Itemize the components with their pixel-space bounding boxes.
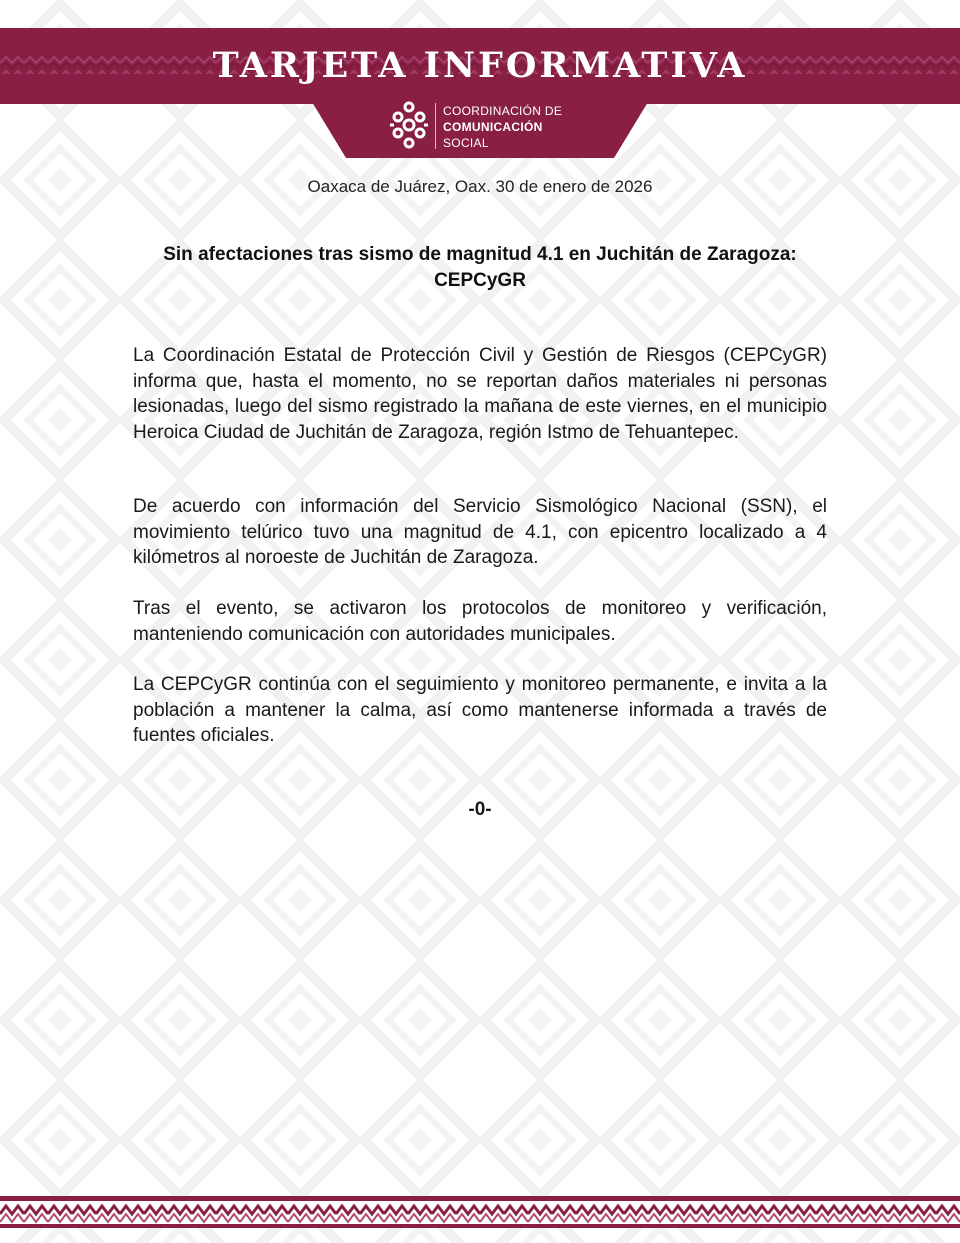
logo-line-1: COORDINACIÓN DE: [443, 104, 563, 118]
logo-line-3: SOCIAL: [443, 136, 489, 150]
logo-emblem-icon: [388, 97, 430, 153]
paragraph: De acuerdo con información del Servicio Sismológico Nacional (SSN), el movimiento telúrico tuvo una magnitud de 4.1, con epicentro localizado a 4 kilómetros al noroeste de Juchitán de Zaragoza.: [133, 496, 827, 568]
header-banner: [0, 28, 960, 104]
end-mark: -0-: [468, 799, 492, 820]
header-title: TARJETA INFORMATIVA: [212, 45, 748, 86]
document-headline: Sin afectaciones tras sismo de magnitud 4.1 en Juchitán de Zaragoza: CEPCyGR: [163, 244, 797, 291]
document-date: Oaxaca de Juárez, Oax. 30 de enero de 2026: [307, 177, 653, 196]
logo-line-2: COMUNICACIÓN: [443, 120, 543, 134]
paragraph: La Coordinación Estatal de Protección Civil y Gestión de Riesgos (CEPCyGR) informa que, hasta el momento, no se reportan daños materiales ni personas lesionadas, luego del sismo registrado la mañana de este viernes, en el municipio Heroica Ciudad de Juchitán de Zaragoza, región Istmo de Tehuantepec.: [133, 345, 827, 443]
logo-divider: [435, 103, 436, 149]
paragraph: Tras el evento, se activaron los protocolos de monitoreo y verificación, manteniendo comunicación con autoridades municipales.: [133, 598, 827, 645]
footer-textile-band: [0, 1196, 960, 1228]
logo: [388, 97, 588, 153]
paragraph: La CEPCyGR continúa con el seguimiento y monitoreo permanente, e invita a la población a mantener la calma, así como mantenerse informada a través de fuentes oficiales.: [133, 674, 827, 746]
logo-text: [443, 103, 562, 151]
